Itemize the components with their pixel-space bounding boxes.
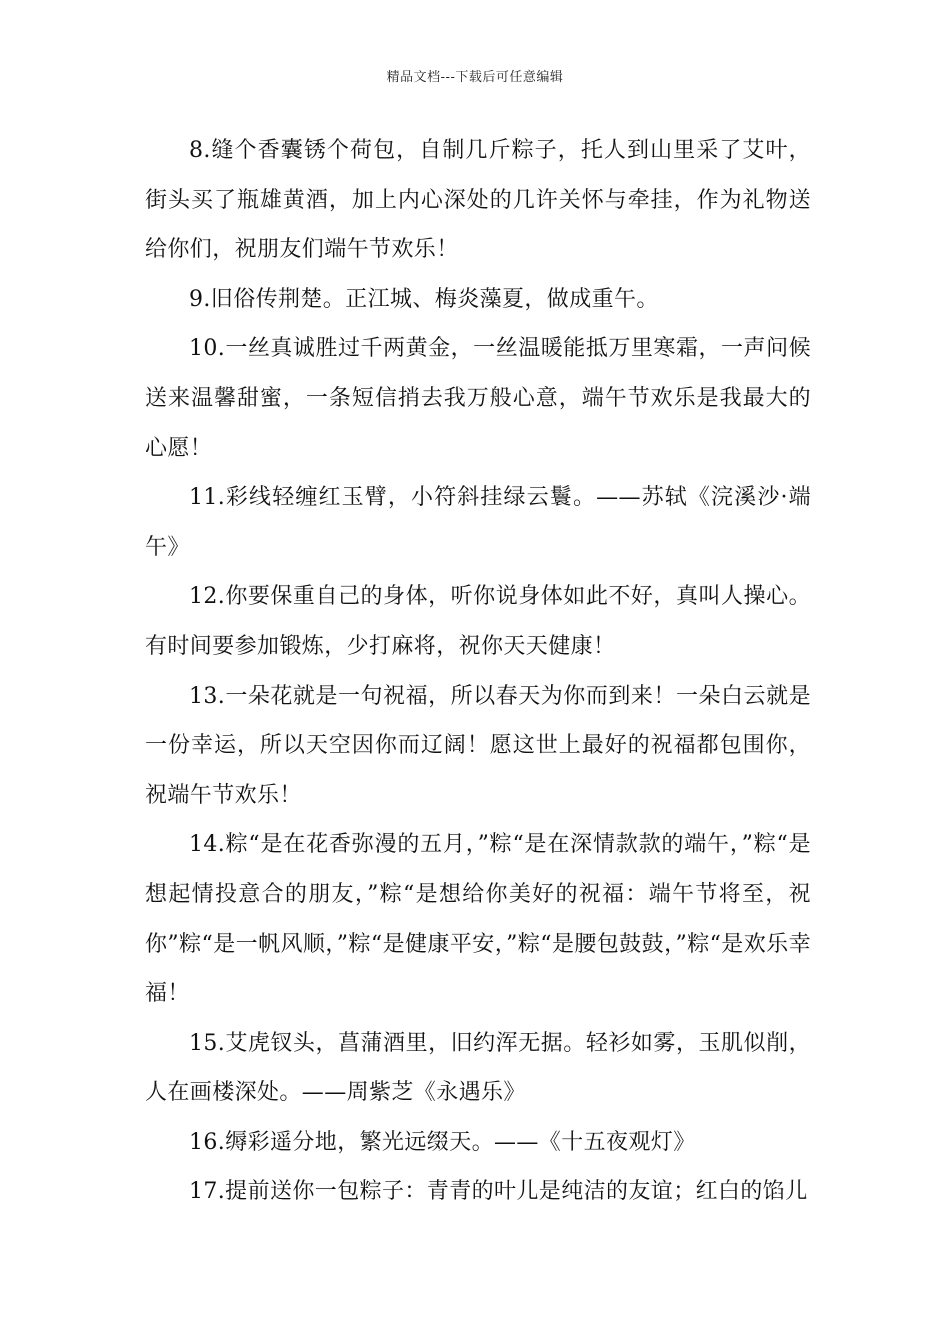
paragraph-16: 16.缛彩遥分地，繁光远缀天。——《十五夜观灯》 (189, 1129, 696, 1155)
paragraph-13: 13.一朵花就是一句祝福，所以春天为你而到来！一朵白云就是一份幸运，所以天空因你而辽阔！愿这世上最好的祝福都包围你，祝端午节欢乐！ (145, 683, 811, 808)
page-header: 精品文档---下载后可任意编辑 (386, 70, 564, 85)
paragraph-11: 11.彩线轻缠红玉臂，小符斜挂绿云鬟。——苏轼《浣溪沙·端午》 (145, 485, 811, 560)
paragraph-8: 8.缝个香囊锈个荷包，自制几斤粽子，托人到山里采了艾叶，街头买了瓶雄黄酒，加上内心深处的几许关怀与牵挂，作为礼物送给你们，祝朋友们端午节欢乐！ (145, 138, 811, 263)
paragraph-9: 9.旧俗传荆楚。正江城、梅炎藻夏，做成重午。 (189, 286, 659, 312)
paragraph-17: 17.提前送你一包粽子：青青的叶儿是纯洁的友谊；红白的馅儿 (189, 1179, 808, 1205)
paragraph-15: 15.艾虎钗头，菖蒲酒里，旧约浑无据。轻衫如雾，玉肌似削，人在画楼深处。——周紫芝《永遇乐》 (145, 1030, 811, 1106)
document-body (145, 126, 811, 1217)
paragraph-10: 10.一丝真诚胜过千两黄金，一丝温暖能抵万里寒霜，一声问候送来温馨甜蜜，一条短信捎去我万般心意，端午节欢乐是我最大的心愿！ (145, 336, 811, 461)
paragraph-12: 12.你要保重自己的身体，听你说身体如此不好，真叫人操心。有时间要参加锻炼，少打麻将，祝你天天健康！ (145, 584, 811, 659)
paragraph-14: 14.粽“是在花香弥漫的五月，”粽“是在深情款款的端午，”粽“是想起情投意合的朋友，”粽“是想给你美好的祝福：端午节将至，祝你”粽“是一帆风顺，”粽“是健康平安，”粽“是腰包鼓鼓，”粽“是欢乐幸福！ (145, 832, 811, 1007)
